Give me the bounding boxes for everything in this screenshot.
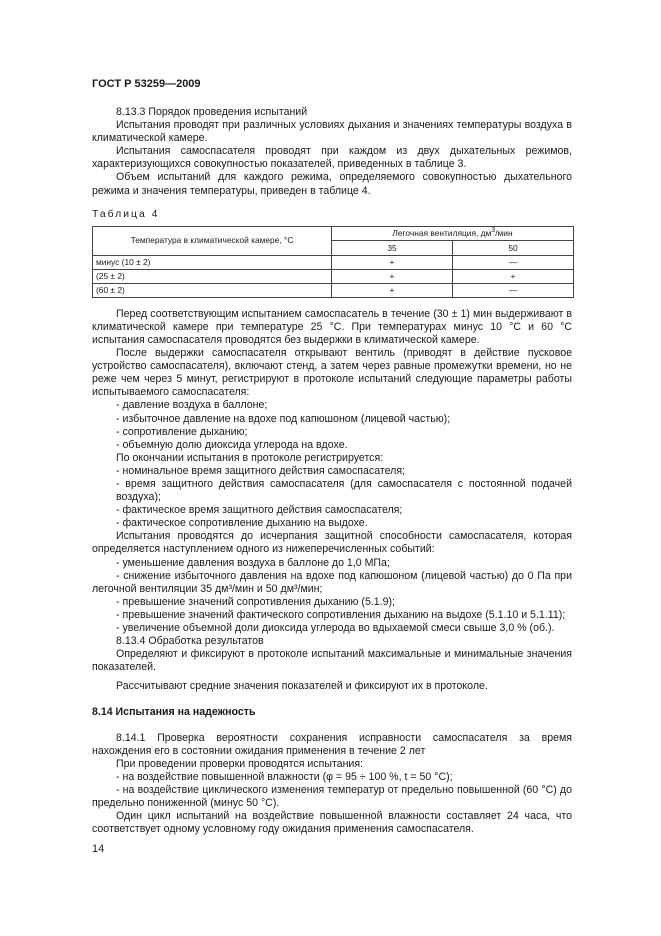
list-item: - уменьшение давления воздуха в баллоне до 1,0 МПа; (116, 556, 390, 569)
paragraph: Объем испытаний для каждого режима, определяемого совокупностью дыхательного режима и значения температуры, приведен в таблице 4. (92, 171, 572, 197)
table-cell-temp: (60 ± 2) (93, 283, 332, 297)
list-item: - превышение значений сопротивления дыханию (5.1.9); (116, 595, 395, 608)
list-item: - снижение избыточного давления на вдохе под капюшоном (лицевой частью) до 0 Па при легочной вентиляции 35 дм³/мин и 50 дм³/мин; (92, 569, 572, 595)
list-item: - объемную долю диоксида углерода на вдохе. (116, 438, 348, 451)
list-item: - давление воздуха в баллоне; (116, 399, 268, 412)
table-cell-50: + (453, 269, 574, 283)
paragraph: При проведении проверки проводятся испытания: (116, 757, 364, 770)
paragraph: Определяют и фиксируют в протоколе испытаний максимальные и минимальные значения показателей. (92, 648, 572, 674)
document-header: ГОСТ Р 53259—2009 (92, 78, 201, 90)
table-cell-35: + (332, 255, 453, 269)
paragraph: Испытания проводятся до исчерпания защитной способности самоспасателя, которая определяется наступлением одного из нижеперечисленных событий: (92, 530, 572, 556)
table-cell-50: — (453, 255, 574, 269)
page-number: 14 (92, 843, 105, 855)
list-item: - превышение значений фактического сопротивления дыханию на выдохе (5.1.10 и 5.1.11); (116, 608, 566, 621)
paragraph: Рассчитывают средние значения показателей и фиксируют их в протоколе. (116, 680, 488, 693)
table-header-ventilation: Легочная вентиляция, $дм^3$/мин (332, 226, 574, 241)
table-cell-50: — (453, 283, 574, 297)
table-cell-35: + (332, 283, 453, 297)
table-row (93, 269, 574, 283)
list-item: - фактическое сопротивление дыханию на выдохе. (116, 517, 368, 530)
section-8-14-title: 8.14 Испытания на надежность (92, 706, 256, 719)
list-item: - сопротивление дыханию; (116, 425, 248, 438)
table-subheader-50: 50 (453, 241, 574, 256)
list-item: - фактическое время защитного действия самоспасателя; (116, 504, 403, 517)
list-item: - на воздействие повышенной влажности (φ = 95 ÷ 100 %, t = 50 °С); (116, 770, 453, 783)
paragraph: По окончании испытания в протоколе регистрируется: (116, 451, 384, 464)
list-item: - время защитного действия самоспасателя (для самоспасателя с постоянной подачей воздуха); (116, 477, 572, 504)
table-cell-35: + (332, 269, 453, 283)
table-cell-temp: минус (10 ± 2) (93, 255, 332, 269)
list-item: - избыточное давление на вдохе под капюшоном (лицевой частью); (116, 412, 451, 425)
paragraph: 8.14.1 Проверка вероятности сохранения исправности самоспасателя за время нахождения его в состоянии ожидания применения в течение 2 лет (92, 731, 572, 757)
document-body (92, 106, 572, 836)
paragraph: Перед соответствующим испытанием самоспасатель в течение (30 ± 1) мин выдерживают в климатической камере при температуре 25 °С. При температурах минус 10 °С и 60 °С испытания самоспасателя проводятся без выдержки в климатической камере. (92, 307, 572, 346)
section-8-13-4-title: 8.13.4 Обработка результатов (116, 635, 264, 648)
table-caption: Таблица 4 (92, 208, 160, 220)
table-cell-temp: (25 ± 2) (93, 269, 332, 283)
list-item: - номинальное время защитного действия самоспасателя; (116, 464, 405, 477)
paragraph: Один цикл испытаний на воздействие повышенной влажности составляет 24 часа, что соответствует одному условному году ожидания применения самоспасателя. (92, 810, 572, 836)
paragraph: Испытания самоспасателя проводят при каждом из двух дыхательных режимов, характеризующихся совокупностью показателей, приведенных в таблице 3. (92, 145, 572, 171)
table-row (93, 255, 574, 269)
table-subheader-35: 35 (332, 241, 453, 256)
section-8-13-3-title: 8.13.3 Порядок проведения испытаний (116, 106, 308, 118)
table-row (93, 283, 574, 297)
list-item: - увеличение объемной доли диоксида углерода во вдыхаемой смеси свыше 3,0 % (об.). (116, 622, 555, 634)
paragraph: Испытания проводят при различных условиях дыхания и значениях температуры воздуха в климатической камере. (92, 119, 572, 145)
table-4 (92, 226, 574, 298)
table-header-temperature: Температура в климатической камере, °С (93, 226, 332, 255)
list-item: - на воздействие циклического изменения температур от предельно повышенной (60 °С) до предельно пониженной (минус 50 °С). (92, 783, 572, 810)
paragraph: После выдержки самоспасателя открывают вентиль (приводят в действие пусковое устройство самоспасателя), включают стенд, а затем через равные промежутки времени, но не реже чем через 5 минут, регистрируют в протоколе испытаний следующие параметры работы испытываемого самоспасателя: (92, 347, 572, 399)
